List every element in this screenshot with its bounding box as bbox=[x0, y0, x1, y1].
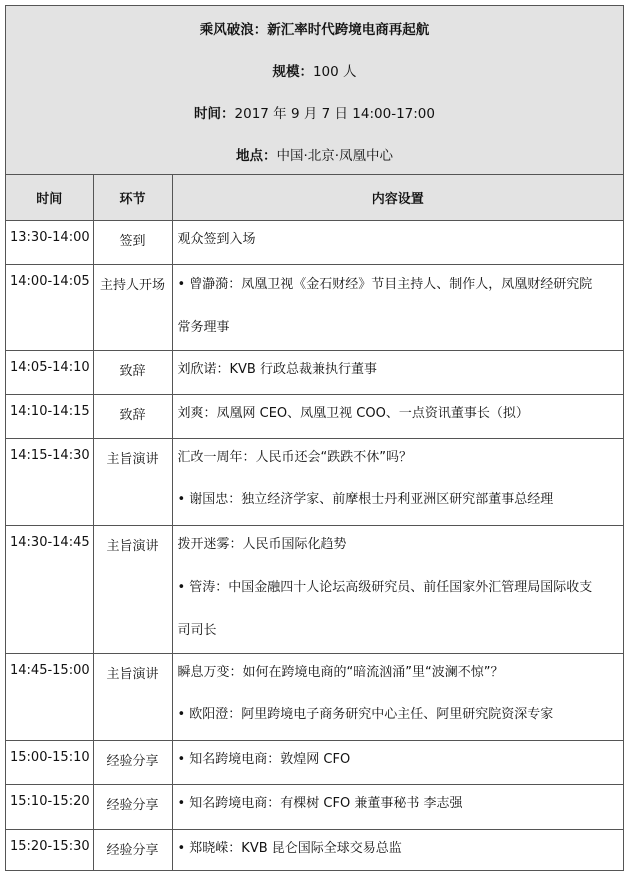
row-time: 14:00-14:05 bbox=[6, 265, 93, 351]
table-row bbox=[6, 830, 623, 870]
table-row bbox=[6, 439, 623, 526]
row-content: 刘欣诺：KVB 行政总裁兼执行董事 bbox=[172, 351, 623, 395]
row-time: 14:30-14:45 bbox=[6, 526, 93, 654]
row-content: • 郑晓嵘：KVB 昆仑国际全球交易总监 bbox=[172, 830, 623, 870]
row-segment: 主持人开场 bbox=[93, 265, 172, 351]
row-time: 14:10-14:15 bbox=[6, 395, 93, 439]
event-place: 地点：中国·北京·凤凰中心 bbox=[235, 148, 394, 164]
row-time: 14:05-14:10 bbox=[6, 351, 93, 395]
row-segment: 致辞 bbox=[93, 351, 172, 395]
agenda-table bbox=[6, 175, 623, 870]
column-header-content: 内容设置 bbox=[172, 175, 623, 221]
row-segment: 经验分享 bbox=[93, 830, 172, 870]
row-content: 刘爽：凤凰网 CEO、凤凰卫视 COO、一点资讯董事长（拟） bbox=[172, 395, 623, 439]
row-content: 汇改一周年：人民币还会“跌跌不休”吗？ • 谢国忠：独立经济学家、前摩根士丹利亚洲区研究部董事总经理 bbox=[172, 439, 623, 526]
row-time: 15:00-15:10 bbox=[6, 741, 93, 785]
table-row bbox=[6, 351, 623, 395]
row-time: 15:20-15:30 bbox=[6, 830, 93, 870]
agenda-sheet bbox=[5, 5, 624, 871]
row-segment: 签到 bbox=[93, 221, 172, 265]
column-header-segment: 环节 bbox=[93, 175, 172, 221]
table-header-row bbox=[6, 175, 623, 221]
row-time: 15:10-15:20 bbox=[6, 785, 93, 830]
row-segment: 主旨演讲 bbox=[93, 439, 172, 526]
table-row bbox=[6, 654, 623, 741]
event-time: 时间：2017 年 9 月 7 日 14:00-17:00 bbox=[194, 106, 435, 122]
event-header bbox=[6, 6, 623, 175]
row-segment: 主旨演讲 bbox=[93, 654, 172, 741]
row-segment: 主旨演讲 bbox=[93, 526, 172, 654]
row-content: 观众签到入场 bbox=[172, 221, 623, 265]
table-row bbox=[6, 741, 623, 785]
row-content: • 曾瀞漪：凤凰卫视《金石财经》节目主持人、制作人，凤凰财经研究院 常务理事 bbox=[172, 265, 623, 351]
row-content: • 知名跨境电商：敦煌网 CFO bbox=[172, 741, 623, 785]
table-row bbox=[6, 395, 623, 439]
row-segment: 经验分享 bbox=[93, 741, 172, 785]
row-time: 14:15-14:30 bbox=[6, 439, 93, 526]
row-segment: 致辞 bbox=[93, 395, 172, 439]
column-header-time: 时间 bbox=[6, 175, 93, 221]
row-time: 14:45-15:00 bbox=[6, 654, 93, 741]
event-title: 乘风破浪：新汇率时代跨境电商再起航 bbox=[199, 22, 430, 38]
row-content: 拨开迷雾：人民币国际化趋势 • 管涛：中国金融四十人论坛高级研究员、前任国家外汇管理局国际收支 司司长 bbox=[172, 526, 623, 654]
event-scale: 规模：100 人 bbox=[272, 64, 357, 80]
row-time: 13:30-14:00 bbox=[6, 221, 93, 265]
table-row bbox=[6, 785, 623, 830]
row-content: 瞬息万变：如何在跨境电商的“暗流汹涌”里“波澜不惊”？ • 欧阳澄：阿里跨境电子商务研究中心主任、阿里研究院资深专家 bbox=[172, 654, 623, 741]
row-content: • 知名跨境电商：有棵树 CFO 兼董事秘书 李志强 bbox=[172, 785, 623, 830]
table-row bbox=[6, 265, 623, 351]
row-segment: 经验分享 bbox=[93, 785, 172, 830]
table-row bbox=[6, 221, 623, 265]
table-row bbox=[6, 526, 623, 654]
